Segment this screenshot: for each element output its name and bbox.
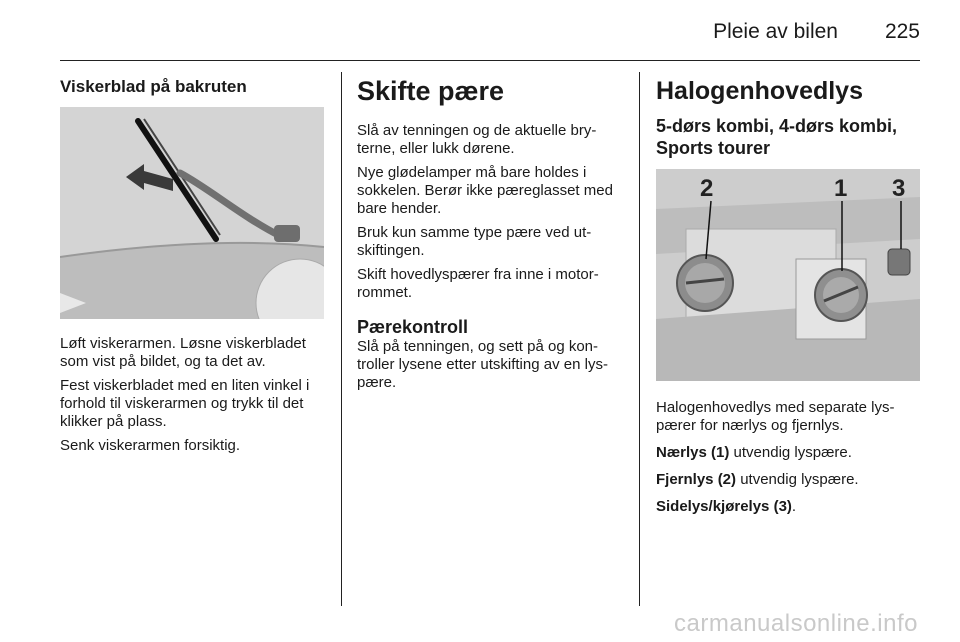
section-heading-bulb: Skifte pære bbox=[357, 76, 505, 106]
section-heading-halogen: Halogenhovedlys bbox=[656, 77, 863, 105]
item-text: utvendig lyspære. bbox=[736, 471, 859, 488]
subheading-models: 5-dørs kombi, 4-dørs kombi, Sports tourer bbox=[656, 116, 898, 158]
paragraph: Fest viskerbladet med en liten vinkel i forhold til viskerarmen og trykk til det klikker på plass. bbox=[60, 377, 310, 430]
headlight-figure bbox=[656, 169, 920, 381]
figure-label-2: 2 bbox=[700, 175, 714, 202]
column-wiper bbox=[60, 76, 324, 455]
paragraph: Slå av tenningen og de aktuelle bry-terne, eller lukk dørene. bbox=[357, 122, 597, 157]
column-halogen bbox=[656, 76, 920, 516]
figure-label-1: 1 bbox=[834, 175, 848, 202]
column-bulb-change bbox=[357, 76, 622, 392]
item-term: Sidelys/kjørelys (3) bbox=[656, 498, 792, 515]
paragraph: Bruk kun samme type pære ved ut-skiftingen. bbox=[357, 224, 592, 259]
item-text: utvendig lyspære. bbox=[729, 444, 852, 461]
subheading-bulb-check: Pærekontroll bbox=[357, 317, 469, 337]
section-heading-wiper: Viskerblad på bakruten bbox=[60, 77, 247, 96]
column-divider-1 bbox=[341, 72, 342, 606]
figure-caption: Halogenhovedlys med separate lys-pærer for nærlys og fjernlys. bbox=[656, 399, 895, 434]
item-text: . bbox=[791, 498, 797, 515]
list-item bbox=[656, 444, 920, 462]
paragraph: Nye glødelamper må bare holdes i sokkelen. Berør ikke pæreglasset med bare hender. bbox=[357, 164, 613, 217]
page-header-title: Pleie av bilen bbox=[713, 20, 838, 43]
column-divider-2 bbox=[639, 72, 640, 606]
paragraph: Slå på tenningen, og sett på og kon-troller lysene etter utskifting av en lys-pære. bbox=[357, 338, 608, 391]
item-term: Nærlys (1) bbox=[656, 444, 730, 461]
wiper-figure bbox=[60, 107, 324, 319]
list-item bbox=[656, 498, 920, 516]
watermark: carmanualsonline.info bbox=[674, 610, 918, 637]
list-item bbox=[656, 471, 920, 489]
paragraph: Skift hovedlyspærer fra inne i motor-rommet. bbox=[357, 266, 599, 301]
header-rule bbox=[60, 60, 920, 61]
paragraph: Senk viskerarmen forsiktig. bbox=[60, 437, 241, 454]
figure-label-3: 3 bbox=[892, 175, 906, 202]
paragraph: Løft viskerarmen. Løsne viskerbladet som vist på bildet, og ta det av. bbox=[60, 335, 306, 370]
page-number: 225 bbox=[884, 20, 920, 43]
item-term: Fjernlys (2) bbox=[656, 471, 737, 488]
